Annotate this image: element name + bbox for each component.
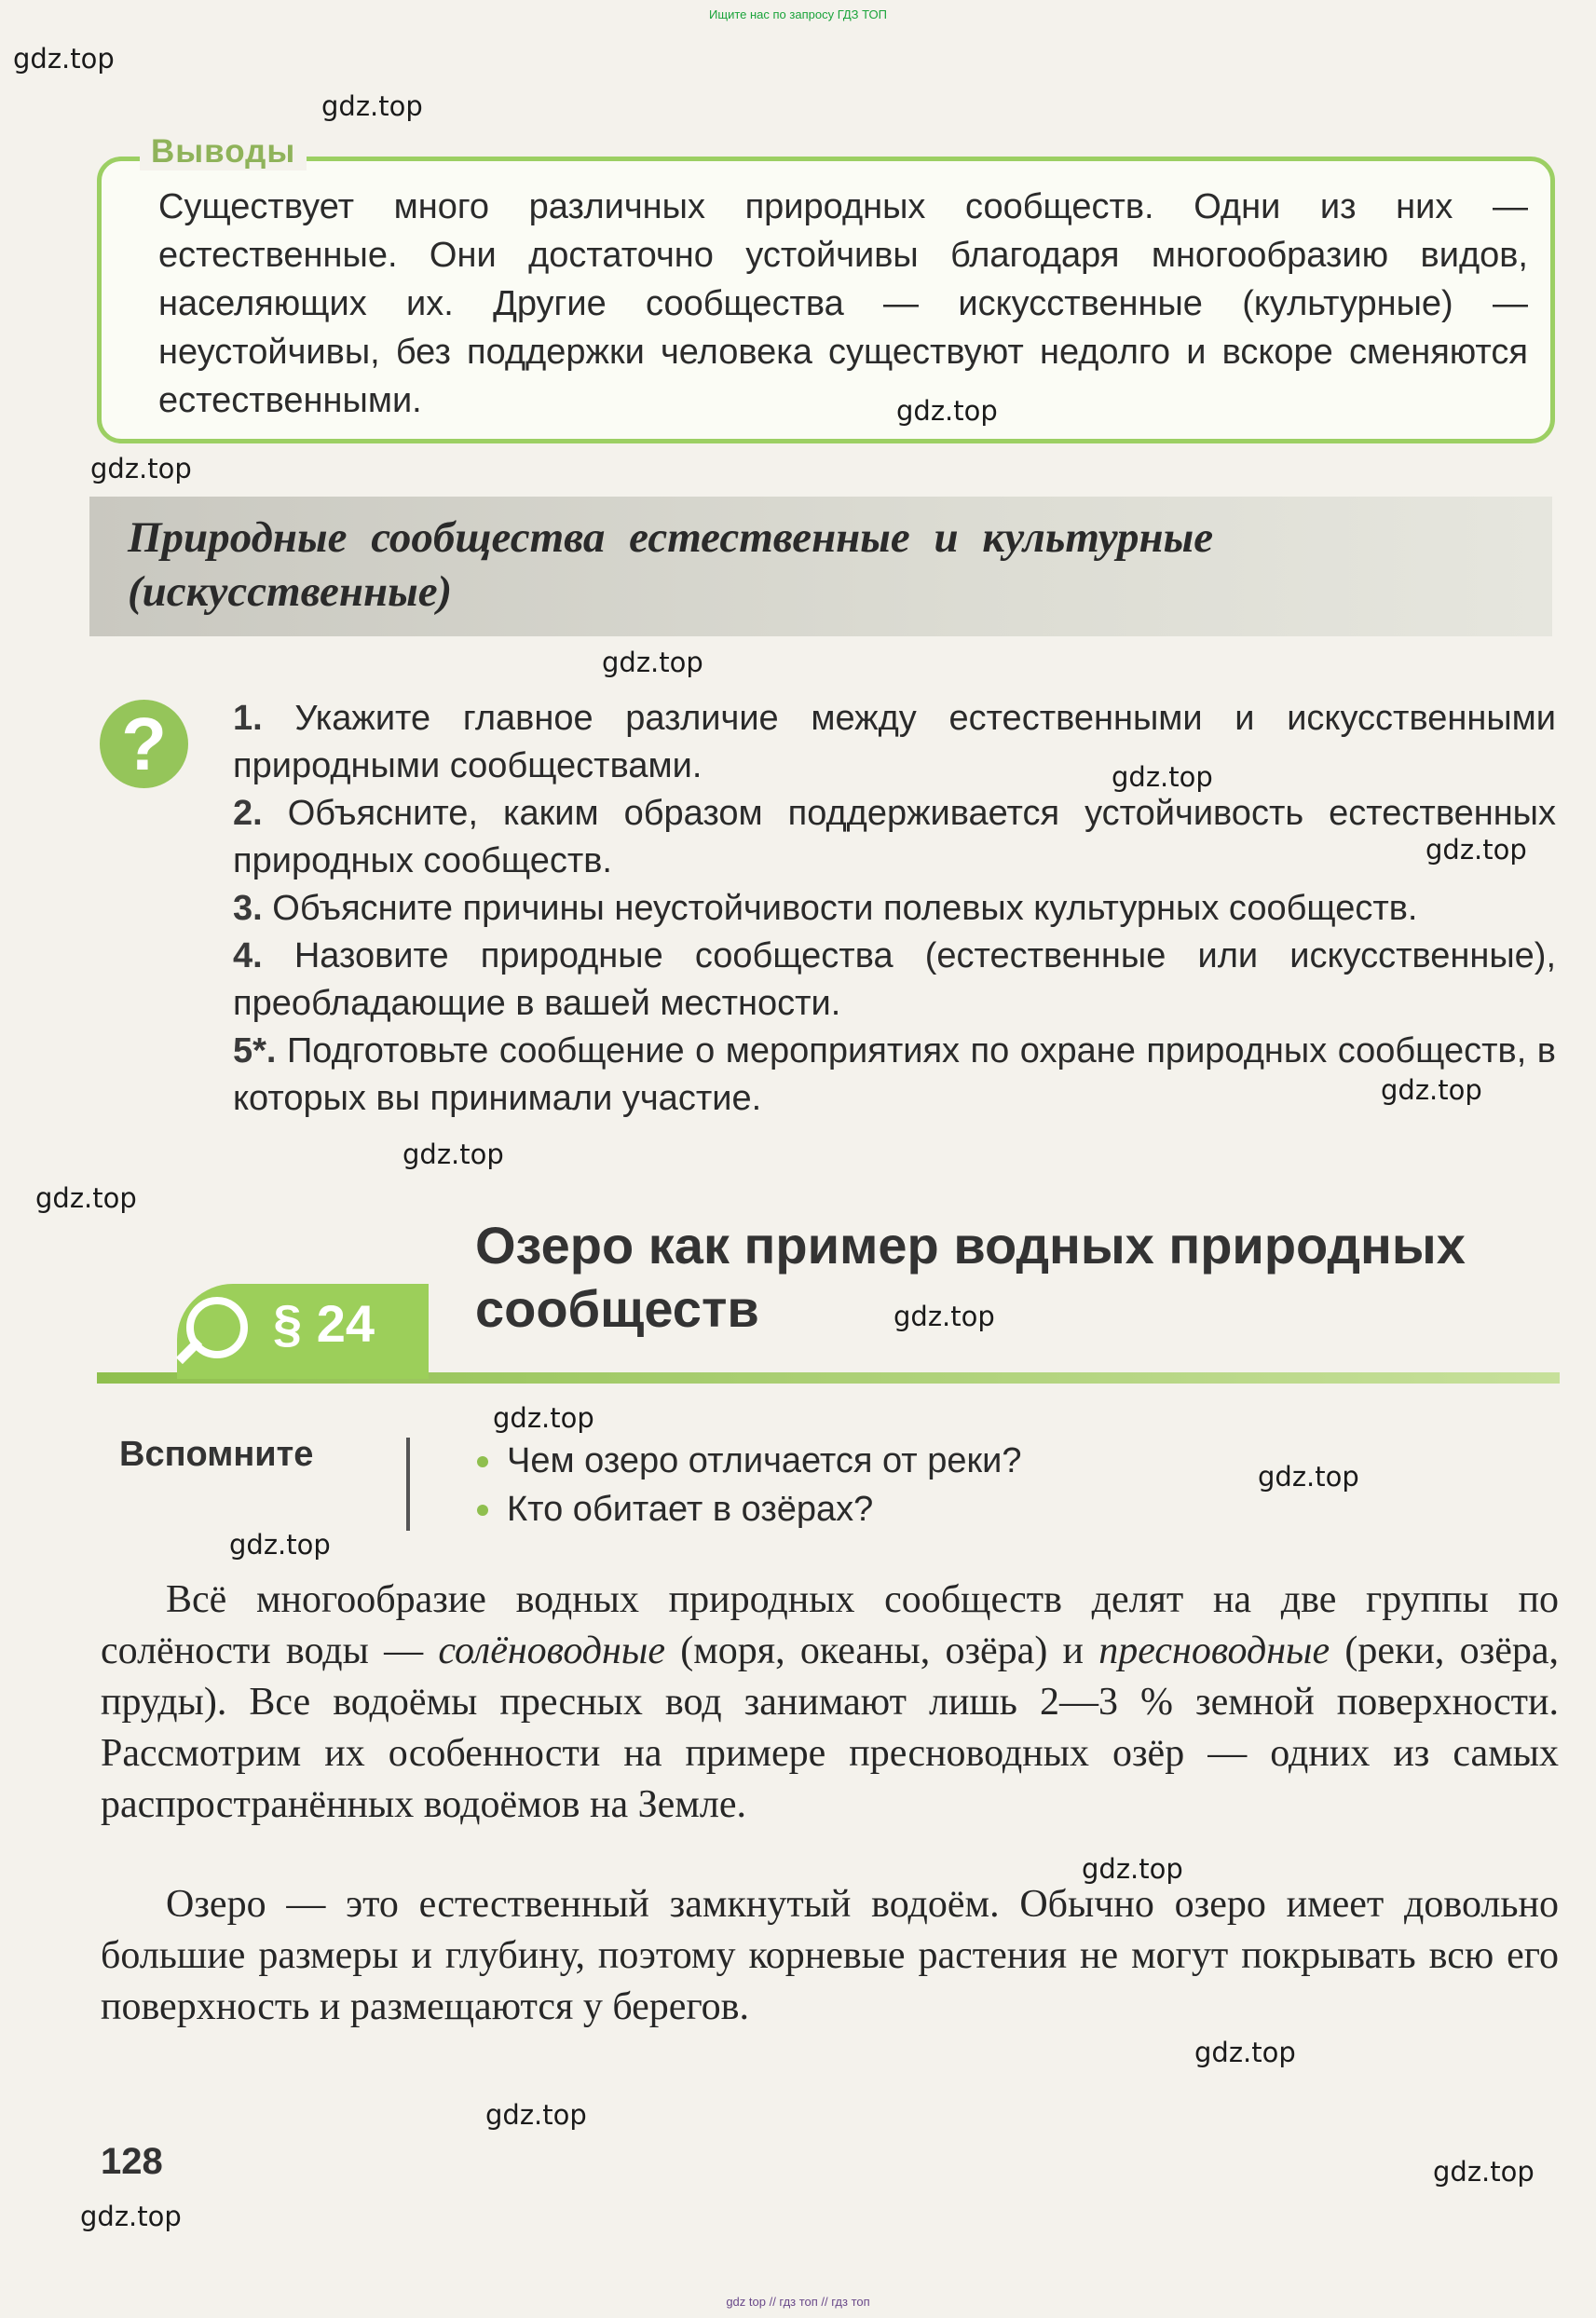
watermark: gdz.top <box>321 90 423 122</box>
recall-list <box>477 1437 1022 1534</box>
paragraph-number: § 24 <box>273 1294 375 1353</box>
section-heading: Природные сообщества естественные и культурные (искусственные) <box>128 513 1214 616</box>
watermark: gdz.top <box>1194 2037 1296 2068</box>
bottom-note: gdz top // гдз топ // гдз топ <box>726 2295 870 2309</box>
watermark: gdz.top <box>1082 1853 1183 1885</box>
question-item: 2. Объясните, каким образом поддерживается устойчивость естественных природных сообществ. <box>233 794 1556 880</box>
body-paragraph-2: Озеро — это естественный замкнутый водоём. Обычно озеро имеет довольно большие размеры и глубину, поэтому корневые растения не могут покрывать всю его поверхность и размещаются у берегов. <box>101 1883 1559 2028</box>
watermark: gdz.top <box>602 647 703 678</box>
body-paragraph-1: Всё многообразие водных природных сообществ делят на две группы по солёности воды — солёноводные (моря, океаны, озёра) и пресноводные (реки, озёра, пруды). Все водоёмы пресных вод занимают лишь 2—3 % земной поверхности. Рассмотрим их особенности на примере пресноводных озёр — одних из самых распространённых водоёмов на Земле. <box>101 1578 1559 1826</box>
question-icon: ? <box>100 700 188 788</box>
conclusions-title: Выводы <box>140 133 307 170</box>
watermark: gdz.top <box>493 1402 594 1434</box>
question-item: 5*. Подготовьте сообщение о мероприятиях по охране природных сообществ, в которых вы принимали участие. <box>233 1031 1556 1118</box>
page-number: 128 <box>101 2141 163 2182</box>
question-item: 4. Назовите природные сообщества (естественные или искусственные), преобладающие в вашей местности. <box>233 936 1556 1023</box>
watermark: gdz.top <box>1433 2156 1535 2188</box>
watermark: gdz.top <box>229 1529 331 1561</box>
conclusions-text: Существует много различных природных сообществ. Одни из них — естественные. Они достаточно устойчивы благодаря многообразию видов, населяющих их. Другие сообщества — искусственные (культурные) — неустойчивы, без поддержки человека существуют недолго и вскоре сменяются естественными. <box>158 187 1528 420</box>
watermark: gdz.top <box>402 1139 504 1170</box>
question-item: 1. Укажите главное различие между естественными и искусственными природными сообществами. <box>233 699 1556 785</box>
watermark: gdz.top <box>893 1301 995 1332</box>
recall-label: Вспомните <box>119 1435 314 1474</box>
recall-divider <box>406 1438 410 1531</box>
watermark: gdz.top <box>80 2201 182 2232</box>
watermark: gdz.top <box>90 453 192 484</box>
watermark: gdz.top <box>35 1182 137 1214</box>
watermark: gdz.top <box>485 2099 587 2131</box>
recall-item: Чем озеро отличается от реки? <box>477 1437 1022 1485</box>
watermark: gdz.top <box>1381 1074 1482 1106</box>
watermark: gdz.top <box>1112 761 1213 793</box>
watermark: gdz.top <box>1258 1461 1359 1493</box>
questions-list <box>233 695 1556 1123</box>
recall-item: Кто обитает в озёрах? <box>477 1485 1022 1534</box>
question-item: 3. Объясните причины неустойчивости полевых культурных сообществ. <box>233 889 1418 928</box>
top-note: Ищите нас по запросу ГДЗ ТОП <box>709 7 887 21</box>
watermark: gdz.top <box>896 395 998 427</box>
watermark: gdz.top <box>13 43 115 75</box>
watermark: gdz.top <box>1425 834 1527 866</box>
paragraph-title: Озеро как пример водных природных сообществ <box>475 1216 1466 1338</box>
